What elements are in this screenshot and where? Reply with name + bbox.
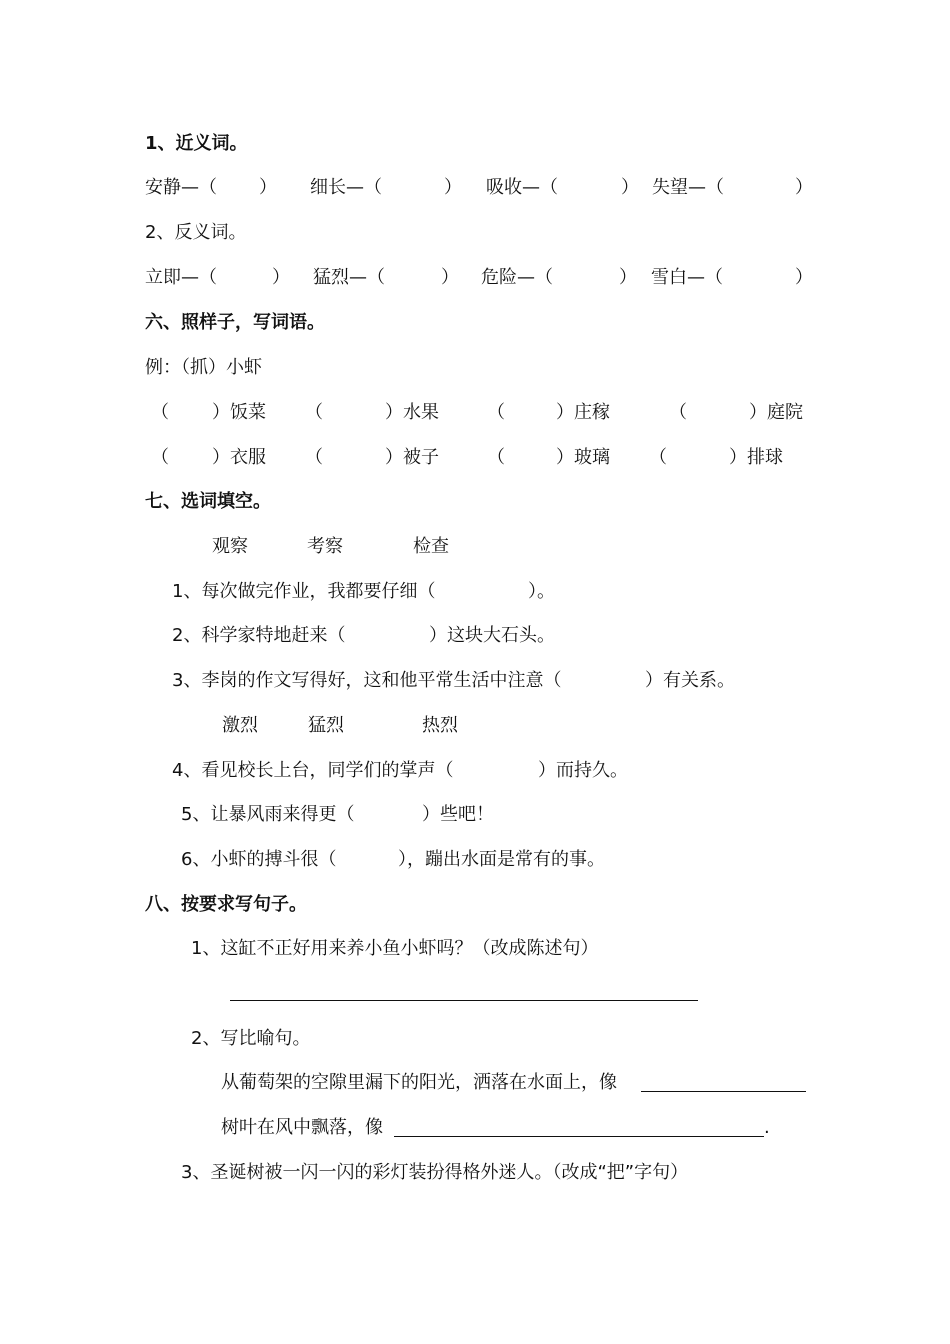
word-choice: 激烈 bbox=[222, 715, 258, 736]
section-8-title: 八、按要求写句子。 bbox=[145, 894, 307, 915]
word-choice: 猛烈 bbox=[308, 715, 344, 736]
answer-line[interactable] bbox=[230, 1000, 698, 1001]
sentence-question: 1、这缸不正好用来养小鱼小虾吗？（改成陈述句） bbox=[191, 938, 599, 959]
antonym-item: ） bbox=[272, 267, 290, 288]
antonym-item: 雪白—（ bbox=[651, 267, 723, 288]
antonym-item: ） bbox=[441, 267, 459, 288]
word-blank: （ bbox=[305, 402, 323, 423]
example-line: 例：（抓）小虾 bbox=[145, 357, 262, 378]
fill-question: ），蹦出水面是常有的事。 bbox=[398, 849, 605, 870]
answer-line[interactable] bbox=[394, 1136, 764, 1137]
fill-question: ）。 bbox=[528, 581, 555, 602]
word-blank: ）玻璃 bbox=[556, 447, 610, 468]
sentence-question: 3、圣诞树被一闪一闪的彩灯装扮得格外迷人。（改成“把”字句） bbox=[181, 1162, 689, 1183]
fill-question: 2、科学家特地赶来（ bbox=[172, 625, 346, 646]
fill-question: 5、让暴风雨来得更（ bbox=[181, 804, 355, 825]
fill-question: 6、小虾的搏斗很（ bbox=[181, 849, 337, 870]
word-choice: 检查 bbox=[413, 536, 449, 557]
section-7-title: 七、选词填空。 bbox=[145, 491, 271, 512]
word-choice: 热烈 bbox=[422, 715, 458, 736]
word-blank: （ bbox=[487, 402, 505, 423]
sentence-end: . bbox=[764, 1117, 770, 1138]
synonym-item: 吸收—（ bbox=[486, 177, 558, 198]
synonym-item: ） bbox=[259, 177, 277, 198]
answer-line[interactable] bbox=[641, 1091, 806, 1092]
word-blank: ）庄稼 bbox=[556, 402, 610, 423]
fill-question: 3、李岗的作文写得好，这和他平常生活中注意（ bbox=[172, 670, 562, 691]
sentence-question: 2、写比喻句。 bbox=[191, 1028, 311, 1049]
word-blank: ）庭院 bbox=[749, 402, 803, 423]
antonym-item: 猛烈—（ bbox=[313, 267, 385, 288]
word-blank: （ bbox=[649, 447, 667, 468]
word-blank: （ bbox=[151, 447, 169, 468]
word-blank: ）衣服 bbox=[212, 447, 266, 468]
synonym-item: 细长—（ bbox=[310, 177, 382, 198]
section-6-title: 六、照样子，写词语。 bbox=[145, 312, 325, 333]
fill-question: ）些吧！ bbox=[422, 804, 494, 825]
fill-question: 4、看见校长上台，同学们的掌声（ bbox=[172, 760, 454, 781]
antonym-item: ） bbox=[795, 267, 813, 288]
word-blank: ）被子 bbox=[385, 447, 439, 468]
question-1-title: 1、近义词。 bbox=[145, 133, 248, 154]
word-blank: （ bbox=[151, 402, 169, 423]
fill-question: ）而持久。 bbox=[538, 760, 628, 781]
fill-question: ）有关系。 bbox=[645, 670, 735, 691]
word-blank: ）水果 bbox=[385, 402, 439, 423]
fill-question: ）这块大石头。 bbox=[429, 625, 555, 646]
word-choice: 考察 bbox=[307, 536, 343, 557]
word-choice: 观察 bbox=[212, 536, 248, 557]
word-blank: （ bbox=[669, 402, 687, 423]
word-blank: （ bbox=[305, 447, 323, 468]
word-blank: （ bbox=[487, 447, 505, 468]
synonym-item: ） bbox=[621, 177, 639, 198]
synonym-item: 失望—（ bbox=[652, 177, 724, 198]
synonym-item: ） bbox=[444, 177, 462, 198]
antonym-item: 立即—（ bbox=[145, 267, 217, 288]
word-blank: ）饭菜 bbox=[212, 402, 266, 423]
question-2-title: 2、反义词。 bbox=[145, 222, 247, 243]
simile-prompt: 从葡萄架的空隙里漏下的阳光，洒落在水面上，像 bbox=[221, 1072, 617, 1093]
fill-question: 1、每次做完作业，我都要仔细（ bbox=[172, 581, 436, 602]
antonym-item: ） bbox=[619, 267, 637, 288]
antonym-item: 危险—（ bbox=[481, 267, 553, 288]
synonym-item: ） bbox=[795, 177, 813, 198]
synonym-item: 安静—（ bbox=[145, 177, 217, 198]
simile-prompt: 树叶在风中飘落，像 bbox=[221, 1117, 383, 1138]
word-blank: ）排球 bbox=[729, 447, 783, 468]
